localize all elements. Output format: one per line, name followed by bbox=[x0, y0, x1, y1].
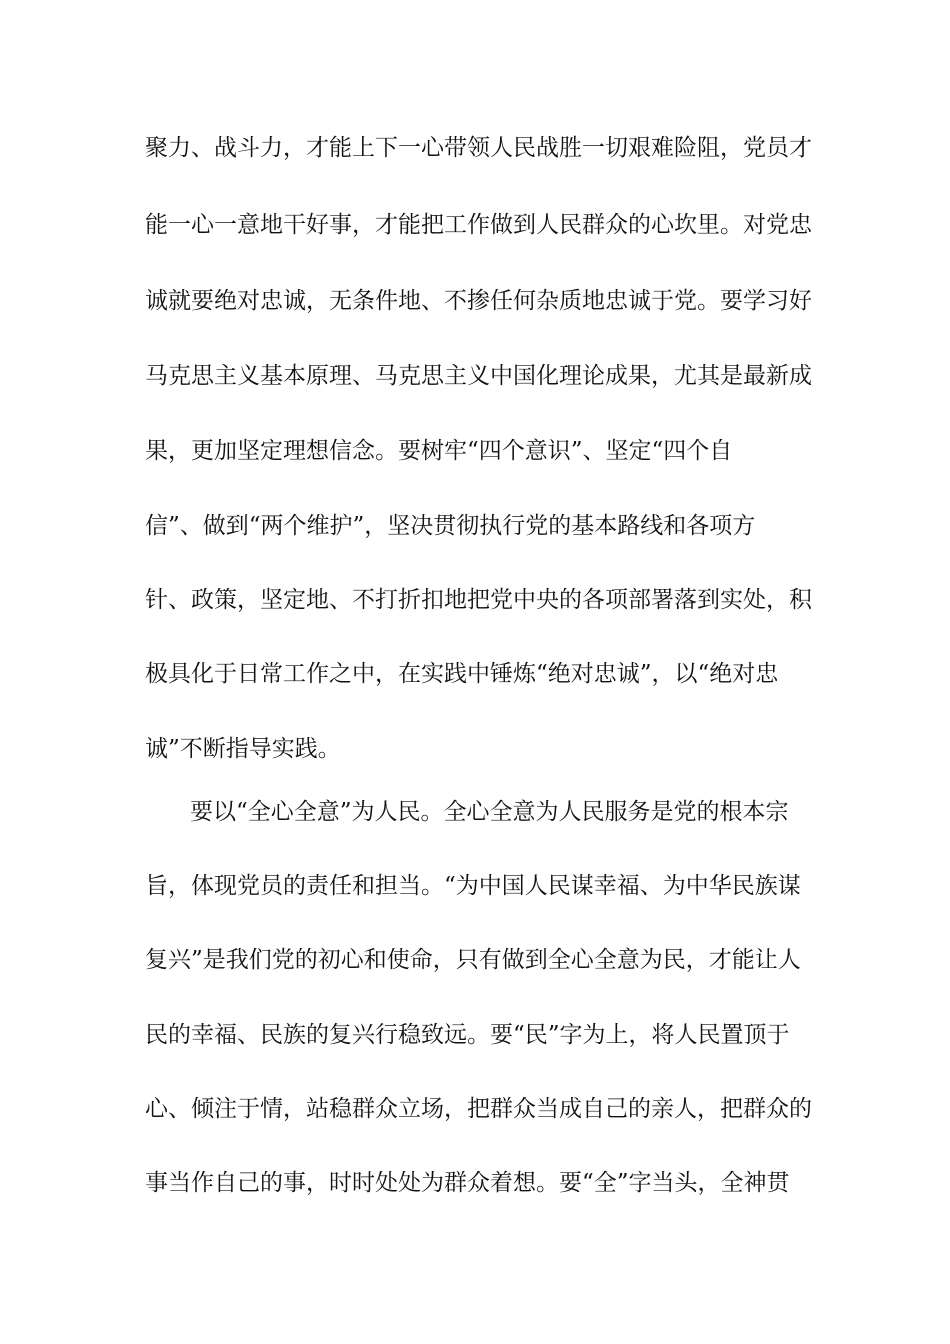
text-line: 旨，体现党员的责任和担当。“为中国人民谋幸福、为中华民族谋 bbox=[145, 873, 801, 899]
paragraph-first-line: 要以“全心全意”为人民。全心全意为人民服务是党的根本宗 bbox=[190, 799, 789, 825]
text-line: 聚力、战斗力，才能上下一心带领人民战胜一切艰难险阻，党员才 bbox=[145, 135, 812, 161]
text-line: 极具化于日常工作之中，在实践中锤炼“绝对忠诚”，以“绝对忠 bbox=[145, 661, 779, 687]
text-line: 能一心一意地干好事，才能把工作做到人民群众的心坎里。对党忠 bbox=[145, 212, 812, 238]
text-line: 诚就要绝对忠诚，无条件地、不掺任何杂质地忠诚于党。要学习好 bbox=[145, 288, 812, 314]
text-line: 复兴”是我们党的初心和使命，只有做到全心全意为民，才能让人 bbox=[145, 947, 801, 973]
text-line: 诚”不断指导实践。 bbox=[145, 736, 341, 762]
text-line: 心、倾注于情，站稳群众立场，把群众当成自己的亲人，把群众的 bbox=[145, 1096, 812, 1122]
text-line: 马克思主义基本原理、马克思主义中国化理论成果，尤其是最新成 bbox=[145, 363, 812, 389]
text-line: 针、政策，坚定地、不打折扣地把党中央的各项部署落到实处，积 bbox=[145, 587, 812, 613]
text-line: 民的幸福、民族的复兴行稳致远。要“民”字为上，将人民置顶于 bbox=[145, 1022, 790, 1048]
text-line: 果，更加坚定理想信念。要树牢“四个意识”、坚定“四个自 bbox=[145, 438, 733, 464]
text-line: 事当作自己的事，时时处处为群众着想。要“全”字当头，全神贯 bbox=[145, 1170, 790, 1196]
text-line: 信”、做到“两个维护”，坚决贯彻执行党的基本路线和各项方 bbox=[145, 513, 756, 539]
